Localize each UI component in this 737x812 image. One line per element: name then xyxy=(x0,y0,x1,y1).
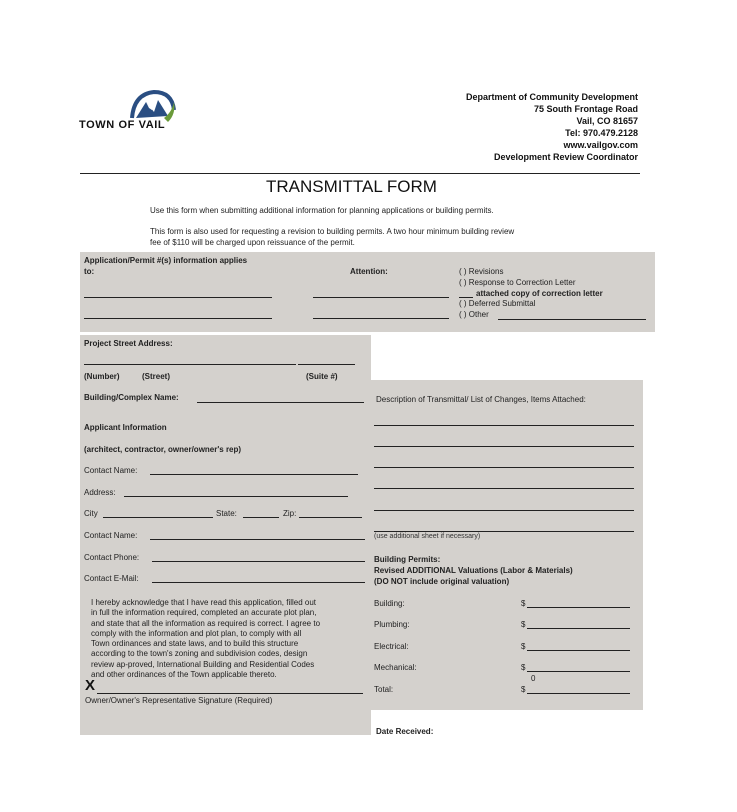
permit-number-field-1[interactable] xyxy=(84,297,272,298)
mechanical-valuation-label: Mechanical: xyxy=(374,663,417,672)
signature-caption: Owner/Owner's Representative Signature (Required) xyxy=(85,696,273,705)
intro-paragraph-1: Use this form when submitting additional information for planning applications or building permits. xyxy=(150,206,494,215)
mechanical-valuation-field[interactable] xyxy=(527,671,630,672)
address-field[interactable] xyxy=(124,496,348,497)
ack-line: and other ordinances of the Town applicable thereto. xyxy=(91,670,277,680)
telephone: Tel: 970.479.2128 xyxy=(565,128,638,138)
currency-sign: $ xyxy=(521,642,526,651)
signature-x-mark: X xyxy=(85,677,96,694)
contact-phone-label: Contact Phone: xyxy=(84,553,140,562)
intro-paragraph-2b: fee of $110 will be charged upon reissuance of the permit. xyxy=(150,238,355,247)
date-received-label: Date Received: xyxy=(376,727,434,736)
total-valuation-label: Total: xyxy=(374,685,394,694)
total-valuation-field[interactable] xyxy=(527,693,630,694)
applicant-title: Applicant Information xyxy=(84,423,167,432)
department-name: Department of Community Development xyxy=(465,92,638,102)
contact-name-2-label: Contact Name: xyxy=(84,531,138,540)
city-label: City xyxy=(84,509,98,518)
description-line-5[interactable] xyxy=(374,510,634,511)
contact-email-field[interactable] xyxy=(152,582,365,583)
attention-field-1[interactable] xyxy=(313,297,449,298)
suite-caption: (Suite #) xyxy=(306,372,338,381)
zip-label: Zip: xyxy=(283,509,297,518)
coordinator: Development Review Coordinator xyxy=(493,152,638,162)
plumbing-valuation-label: Plumbing: xyxy=(374,620,410,629)
option-deferred[interactable]: ( ) Deferred Submittal xyxy=(459,299,536,308)
city-state-zip: Vail, CO 81657 xyxy=(576,116,638,126)
website: www.vailgov.com xyxy=(563,140,638,150)
description-line-6[interactable] xyxy=(374,531,634,532)
currency-sign: $ xyxy=(521,599,526,608)
attention-field-2[interactable] xyxy=(313,318,449,319)
ack-line: in full the information required, completed an accurate plot plan, xyxy=(91,608,317,618)
ack-line: I hereby acknowledge that I have read this application, filled out xyxy=(91,598,317,607)
correction-attached-blank xyxy=(459,297,473,298)
state-field[interactable] xyxy=(243,517,279,518)
application-label: Application/Permit #(s) information applies xyxy=(84,256,248,265)
option-other[interactable]: ( ) Other xyxy=(459,310,489,319)
form-title: TRANSMITTAL FORM xyxy=(266,177,437,196)
building-valuation-label: Building: xyxy=(374,599,405,608)
logo-text: TOWN OF VAIL xyxy=(79,119,166,131)
ack-line: according to the town's zoning and subdivision codes, design xyxy=(91,649,308,659)
permit-number-field-2[interactable] xyxy=(84,318,272,319)
attention-label: Attention: xyxy=(350,267,388,276)
address-label: Address: xyxy=(84,488,116,497)
description-label: Description of Transmittal/ List of Changes, Items Attached: xyxy=(376,395,586,404)
ack-line: Town ordinances and state laws, and to build this structure xyxy=(91,639,299,649)
street-address: 75 South Frontage Road xyxy=(533,104,638,114)
description-panel xyxy=(371,380,643,710)
street-caption: (Street) xyxy=(142,372,171,381)
building-valuation-field[interactable] xyxy=(527,607,630,608)
option-revisions[interactable]: ( ) Revisions xyxy=(459,267,504,276)
option-correction-letter[interactable]: ( ) Response to Correction Letter xyxy=(459,278,576,287)
number-caption: (Number) xyxy=(84,372,120,381)
permits-title: Building Permits: xyxy=(374,555,441,564)
total-value: 0 xyxy=(531,674,536,683)
application-label-to: to: xyxy=(84,267,95,276)
contact-phone-field[interactable] xyxy=(152,561,365,562)
street-address-field[interactable] xyxy=(84,364,296,365)
permits-note: (DO NOT include original valuation) xyxy=(374,577,510,586)
signature-field[interactable] xyxy=(97,693,363,694)
contact-name-label: Contact Name: xyxy=(84,466,138,475)
electrical-valuation-label: Electrical: xyxy=(374,642,409,651)
other-field[interactable] xyxy=(498,319,646,320)
project-address-label: Project Street Address: xyxy=(84,339,173,348)
zip-field[interactable] xyxy=(299,517,362,518)
permits-subtitle: Revised ADDITIONAL Valuations (Labor & Materials) xyxy=(374,566,573,575)
description-line-2[interactable] xyxy=(374,446,634,447)
building-name-field[interactable] xyxy=(197,402,364,403)
description-line-3[interactable] xyxy=(374,467,634,468)
contact-name-field[interactable] xyxy=(150,474,358,475)
currency-sign: $ xyxy=(521,663,526,672)
option-attached-copy: attached copy of correction letter xyxy=(476,289,603,298)
suite-field[interactable] xyxy=(298,364,355,365)
currency-sign: $ xyxy=(521,620,526,629)
ack-line: review ap-proved, International Building and Residential Codes xyxy=(91,659,315,669)
intro-paragraph-2a: This form is also used for requesting a revision to building permits. A two hour minimum building review xyxy=(150,227,515,236)
header-divider xyxy=(80,173,640,174)
contact-email-label: Contact E-Mail: xyxy=(84,574,139,583)
acknowledgement-text xyxy=(91,598,320,680)
description-line-4[interactable] xyxy=(374,488,634,489)
ack-line: and state that all the information as required is correct. I agree to xyxy=(91,618,321,628)
description-note: (use additional sheet if necessary) xyxy=(374,533,481,540)
applicant-subtitle: (architect, contractor, owner/owner's rep) xyxy=(84,445,242,454)
city-field[interactable] xyxy=(103,517,213,518)
state-label: State: xyxy=(216,509,237,518)
description-line-1[interactable] xyxy=(374,425,634,426)
contact-name-2-field[interactable] xyxy=(150,539,365,540)
currency-sign: $ xyxy=(521,685,526,694)
plumbing-valuation-field[interactable] xyxy=(527,628,630,629)
building-name-label: Building/Complex Name: xyxy=(84,393,179,402)
ack-line: comply with the information and plot plan, to comply with all xyxy=(91,628,302,638)
electrical-valuation-field[interactable] xyxy=(527,650,630,651)
